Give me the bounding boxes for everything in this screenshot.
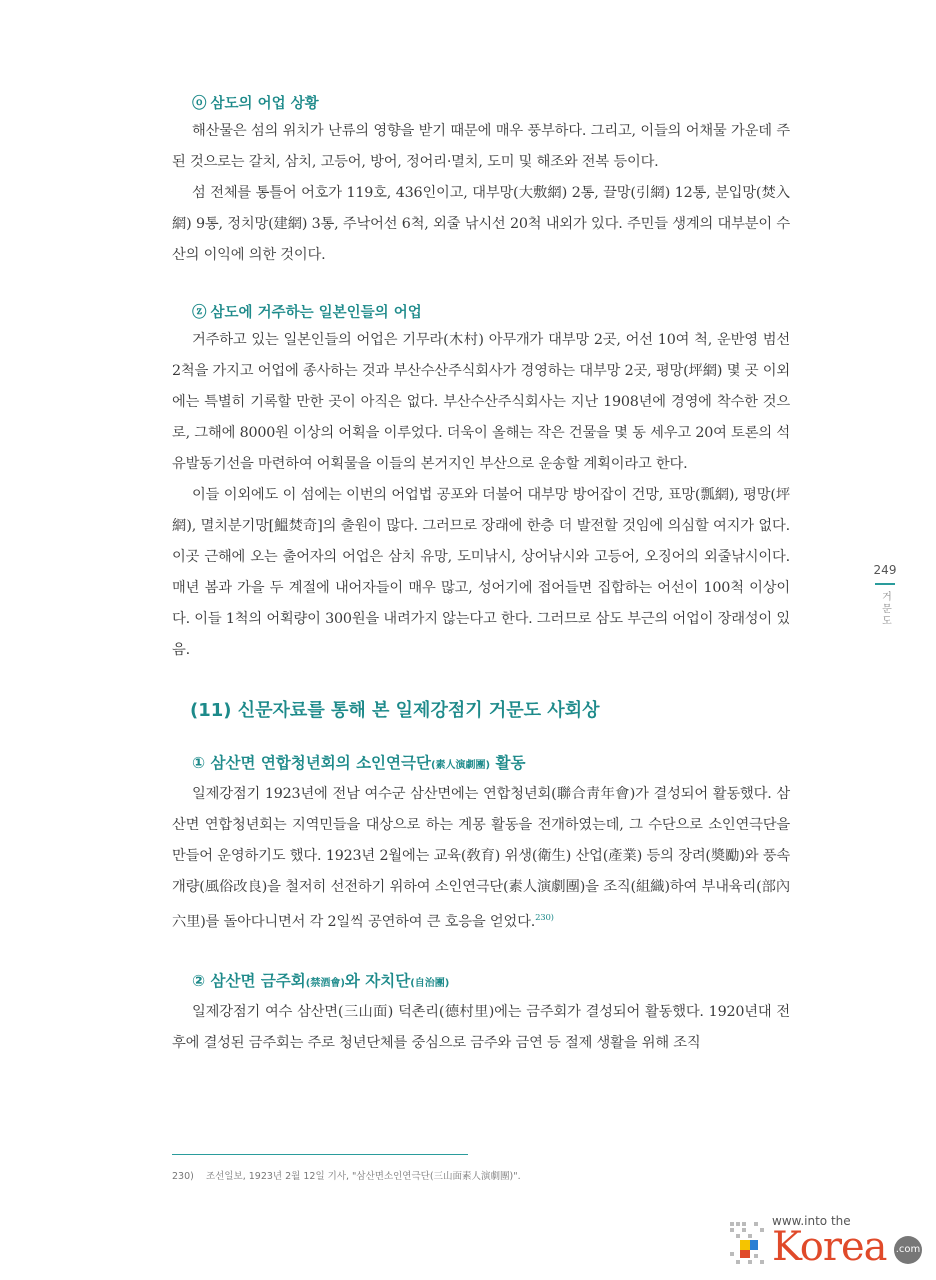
footnote <box>172 1168 521 1182</box>
page-number-divider <box>875 583 895 585</box>
footnote-divider <box>172 1154 468 1155</box>
subsection-title: 삼도에 거주하는 일본인들의 어업 <box>210 305 422 321</box>
footnote-number: 230) <box>172 1171 194 1182</box>
subsection-title-tail: 활동 <box>490 754 526 772</box>
logo-www-text: www.into the <box>772 1214 851 1228</box>
logo-com-badge: .com <box>894 1236 922 1264</box>
subsection-heading-japanese-fishery <box>172 301 790 325</box>
logo-wordmark: Korea <box>772 1224 887 1270</box>
paragraph: 섬 전체를 통틀어 어호가 119호, 436인이고, 대부망(大敷網) 2통, 끌망(引網) 12통, 분입망(焚入網) 9통, 정치망(建網) 3통, 주낙어선 6척, 외줄 낚시선 20척 내외가 있다. 주민들 생계의 대부분이 수산의 이익에 의한 것이다. <box>172 185 790 263</box>
subsection-title: ② 삼산면 금주회 <box>192 971 306 990</box>
subsection-heading-theater <box>172 750 790 779</box>
page-number: 249 <box>873 563 897 577</box>
paragraph: 거주하고 있는 일본인들의 어업은 기무라(木村) 아무개가 대부망 2곳, 어선 10여 척, 운반영 범선 2척을 가지고 어업에 종사하는 것과 부산수산주식회사가 경영하는 대부망 2곳, 평망(坪網) 몇 곳 이외에는 특별히 기록할 만한 곳이 아직은 없다. 부산수산주식회사는 지난 1908년에 경영에 착수한 것으로, 그해에 8000원 이상의 어획을 이루었다. 더욱이 올해는 작은 건물을 몇 동 세우고 20여 토론의 석유발동기선을 마련하여 어획물을 이들의 본거지인 부산으로 운송할 계획이라고 한다. <box>172 332 790 472</box>
subsection-title-hanja: (禁酒會) <box>305 977 345 989</box>
subsection-title-hanja: (素人演劇團) <box>430 760 491 771</box>
paragraph: 일제강점기 여수 삼산면(三山面) 덕촌리(德村里)에는 금주회가 결성되어 활동했다. 1920년대 전후에 결성된 금주회는 주로 청년단체를 중심으로 금주와 금연 등 절제 생활을 위해 조직 <box>172 1003 790 1051</box>
footnote-text: 조선일보, 1923년 2월 12일 기사, "삼산면소인연극단(三山面素人演劇團)". <box>206 1171 521 1182</box>
paragraph: 이들 이외에도 이 섬에는 이번의 어업법 공포와 더불어 대부망 방어잡이 건망, 표망(瓢網), 평망(坪網), 멸치분기망[鰮焚奇]의 출원이 많다. 그러므로 장래에 한층 더 발전할 것임에 의심할 여지가 없다. 이곳 근해에 오는 출어자의 어업은 삼치 유망, 도미낚시, 상어낚시와 고등어, 오징어의 외줄낚시이다. 매년 봄과 가을 두 계절에 내어자들이 매우 많고, 성어기에 접어들면 집합하는 어선이 100척 이상이다. 이들 1척의 어획량이 300원을 내려가지 않는다고 한다. 그러므로 삼도 부근의 어업이 장래성이 있음. <box>172 487 790 658</box>
section-heading: (11) 신문자료를 통해 본 일제강점기 거문도 사회상 <box>190 700 600 721</box>
paragraph <box>172 779 790 938</box>
site-logo[interactable] <box>728 1214 924 1272</box>
subsection-heading-fishery <box>172 92 790 116</box>
circle-o-marker: ⓞ <box>192 96 207 112</box>
running-title: 거문도 <box>879 591 891 627</box>
page-number-block <box>862 563 908 627</box>
article-body <box>172 92 790 1059</box>
logo-pattern-icon <box>730 1222 766 1266</box>
subsection-title: 삼도의 어업 상황 <box>210 96 319 112</box>
subsection-title-mid: 와 자치단 <box>344 971 411 990</box>
subsection-heading-temperance <box>172 968 790 997</box>
paragraph: 해산물은 섬의 위치가 난류의 영향을 받기 때문에 매우 풍부하다. 그리고, 이들의 어채물 가운데 주된 것으로는 갈치, 삼치, 고등어, 방어, 정어리·멸치, 도미 및 해조와 전복 등이다. <box>172 123 790 170</box>
circle-z-marker: ⓩ <box>192 305 207 321</box>
subsection-title-hanja: (自治團) <box>410 977 450 989</box>
footnote-ref[interactable]: 230) <box>535 913 554 923</box>
subsection-title: ① 삼산면 연합청년회의 소인연극단 <box>192 754 431 772</box>
paragraph-text: 일제강점기 1923년에 전남 여수군 삼산면에는 연합청년회(聯合靑年會)가 결성되어 활동했다. 삼산면 연합청년회는 지역민들을 대상으로 하는 계몽 활동을 전개하였는데, 그 수단으로 소인연극단을 만들어 운영하기도 했다. 1923년 2월에는 교육(敎育) 위생(衛生) 산업(產業) 등의 장려(奬勵)와 풍속개량(風俗改良)을 철저히 선전하기 위하여 소인연극단(素人演劇團)을 조직(組織)하여 부내육리(部內六里)를 돌아다니면서 각 2일씩 공연하여 큰 호응을 얻었다. <box>172 786 790 930</box>
